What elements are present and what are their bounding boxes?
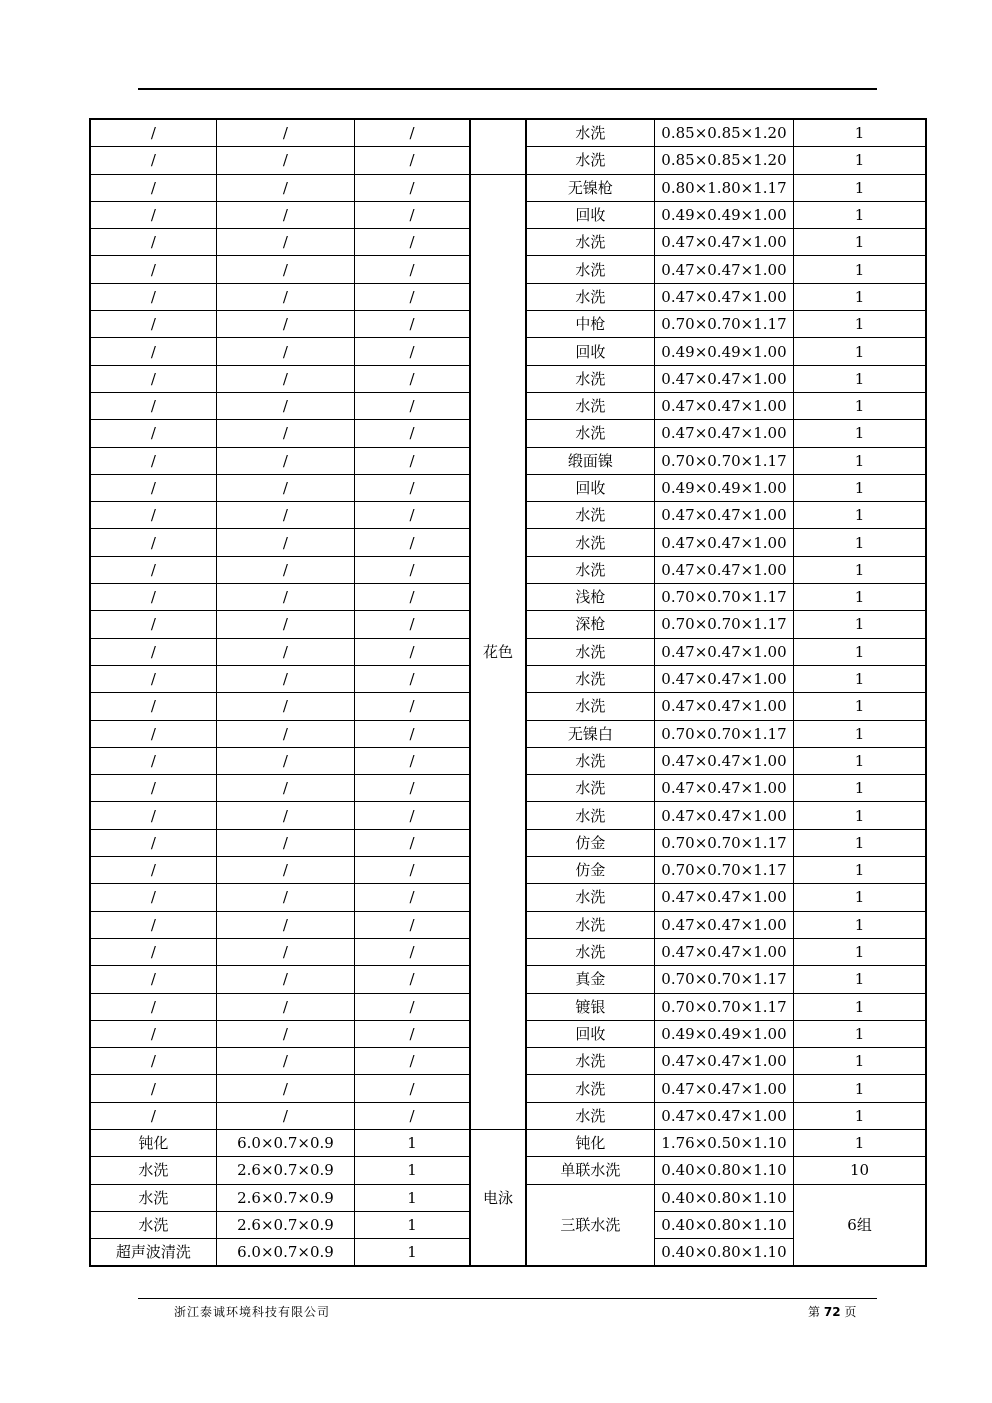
cell-new-process: 水洗 [526,884,654,911]
cell-old-size: / [216,857,354,884]
cell-old-size: / [216,638,354,665]
cell-old-process: / [90,1020,216,1047]
cell-new-qty: 1 [794,720,926,747]
cell-new-size: 0.47×0.47×1.00 [654,1075,793,1102]
cell-old-process: / [90,938,216,965]
cell-old-qty: / [355,1048,470,1075]
cell-old-process: / [90,1102,216,1129]
cell-new-process: 水洗 [526,747,654,774]
cell-new-size: 0.47×0.47×1.00 [654,420,793,447]
cell-new-process: 镀银 [526,993,654,1020]
cell-new-process: 水洗 [526,147,654,174]
cell-new-process: 回收 [526,474,654,501]
cell-new-process: 回收 [526,338,654,365]
cell-old-qty: / [355,338,470,365]
cell-new-size: 0.85×0.85×1.20 [654,147,793,174]
cell-new-qty: 1 [794,256,926,283]
cell-new-qty: 1 [794,938,926,965]
cell-old-qty: / [355,1102,470,1129]
cell-new-size: 0.70×0.70×1.17 [654,611,793,638]
cell-old-size: 2.6×0.7×0.9 [216,1211,354,1238]
cell-old-qty: 1 [355,1239,470,1267]
cell-new-qty: 1 [794,474,926,501]
cell-old-process: 水洗 [90,1211,216,1238]
cell-old-size: / [216,829,354,856]
cell-new-process: 仿金 [526,829,654,856]
cell-new-size: 0.70×0.70×1.17 [654,829,793,856]
cell-old-process: / [90,1075,216,1102]
cell-new-qty: 1 [794,365,926,392]
cell-new-qty: 1 [794,283,926,310]
cell-old-qty: / [355,283,470,310]
cell-old-qty: / [355,502,470,529]
cell-old-qty: / [355,911,470,938]
cell-old-qty: / [355,829,470,856]
cell-new-qty: 1 [794,911,926,938]
cell-old-process: / [90,447,216,474]
cell-new-qty: 1 [794,1075,926,1102]
cell-new-size: 0.47×0.47×1.00 [654,775,793,802]
cell-old-process: / [90,529,216,556]
cell-old-process: / [90,584,216,611]
cell-new-size: 0.70×0.70×1.17 [654,447,793,474]
cell-old-size: / [216,665,354,692]
cell-old-qty: / [355,474,470,501]
cell-old-process: / [90,256,216,283]
cell-old-process: / [90,283,216,310]
cell-old-process: / [90,720,216,747]
cell-new-qty: 10 [794,1157,926,1184]
cell-old-size: / [216,392,354,419]
cell-old-qty: / [355,392,470,419]
cell-old-qty: / [355,174,470,201]
cell-new-process: 单联水洗 [526,1157,654,1184]
cell-new-qty: 1 [794,857,926,884]
cell-new-qty: 1 [794,884,926,911]
cell-old-process: / [90,119,216,147]
cell-new-size: 0.47×0.47×1.00 [654,529,793,556]
cell-new-process: 水洗 [526,1075,654,1102]
cell-old-qty: / [355,775,470,802]
cell-new-size: 0.49×0.49×1.00 [654,474,793,501]
cell-new-size: 0.47×0.47×1.00 [654,802,793,829]
cell-old-size: / [216,420,354,447]
cell-old-size: / [216,229,354,256]
cell-old-qty: / [355,638,470,665]
cell-old-process: / [90,502,216,529]
cell-old-qty: / [355,201,470,228]
cell-old-process: / [90,1048,216,1075]
cell-new-size: 0.70×0.70×1.17 [654,966,793,993]
header-rule [138,88,877,90]
cell-old-size: / [216,474,354,501]
cell-old-process: 水洗 [90,1184,216,1211]
cell-new-process: 无镍枪 [526,174,654,201]
cell-old-qty: / [355,119,470,147]
cell-old-size: 2.6×0.7×0.9 [216,1184,354,1211]
cell-old-process: / [90,802,216,829]
cell-old-size: / [216,311,354,338]
cell-new-size: 0.40×0.80×1.10 [654,1184,793,1211]
group-cell-huase: 花色 [470,174,526,1129]
cell-new-qty: 1 [794,1048,926,1075]
cell-old-qty: / [355,556,470,583]
cell-new-size: 0.47×0.47×1.00 [654,229,793,256]
cell-new-size: 0.70×0.70×1.17 [654,993,793,1020]
cell-new-process: 水洗 [526,1102,654,1129]
cell-old-qty: 1 [355,1184,470,1211]
cell-new-process: 水洗 [526,556,654,583]
cell-old-qty: 1 [355,1157,470,1184]
cell-new-process: 深枪 [526,611,654,638]
cell-old-qty: / [355,1020,470,1047]
cell-new-process: 水洗 [526,420,654,447]
cell-new-size: 0.47×0.47×1.00 [654,884,793,911]
cell-new-process: 水洗 [526,938,654,965]
cell-old-qty: / [355,611,470,638]
cell-new-size: 0.40×0.80×1.10 [654,1157,793,1184]
cell-new-qty: 1 [794,829,926,856]
cell-old-process: 钝化 [90,1129,216,1156]
cell-old-qty: / [355,584,470,611]
cell-old-qty: / [355,365,470,392]
cell-old-process: / [90,747,216,774]
cell-old-qty: / [355,693,470,720]
cell-new-qty: 1 [794,993,926,1020]
cell-old-size: / [216,747,354,774]
cell-old-size: / [216,938,354,965]
cell-new-size: 0.47×0.47×1.00 [654,283,793,310]
cell-old-size: / [216,283,354,310]
cell-new-process: 真金 [526,966,654,993]
cell-new-process: 水洗 [526,256,654,283]
cell-old-size: / [216,119,354,147]
cell-new-size: 0.40×0.80×1.10 [654,1239,793,1267]
cell-old-process: / [90,829,216,856]
cell-new-qty: 1 [794,638,926,665]
cell-old-qty: 1 [355,1211,470,1238]
cell-old-size: 6.0×0.7×0.9 [216,1239,354,1267]
cell-old-size: / [216,256,354,283]
cell-old-process: / [90,857,216,884]
cell-old-size: / [216,1102,354,1129]
cell-old-qty: / [355,420,470,447]
cell-new-process: 水洗 [526,529,654,556]
cell-new-size: 0.49×0.49×1.00 [654,1020,793,1047]
cell-new-size: 0.47×0.47×1.00 [654,365,793,392]
cell-old-process: / [90,966,216,993]
equipment-table [89,118,927,1267]
cell-old-qty: / [355,229,470,256]
cell-old-process: / [90,474,216,501]
cell-new-qty: 1 [794,529,926,556]
cell-new-qty: 1 [794,966,926,993]
cell-old-process: / [90,693,216,720]
cell-new-qty: 1 [794,775,926,802]
cell-new-process: 水洗 [526,693,654,720]
cell-new-qty: 1 [794,201,926,228]
cell-old-size: / [216,174,354,201]
cell-new-process: 水洗 [526,392,654,419]
cell-new-size: 0.40×0.80×1.10 [654,1211,793,1238]
cell-old-qty: / [355,529,470,556]
cell-old-size: / [216,966,354,993]
cell-new-process: 水洗 [526,502,654,529]
cell-old-process: / [90,311,216,338]
cell-new-size: 0.47×0.47×1.00 [654,256,793,283]
cell-new-process: 水洗 [526,665,654,692]
cell-new-size: 1.76×0.50×1.10 [654,1129,793,1156]
cell-old-size: / [216,1020,354,1047]
cell-new-size: 0.49×0.49×1.00 [654,338,793,365]
cell-new-process: 水洗 [526,1048,654,1075]
cell-new-process: 水洗 [526,775,654,802]
cell-new-qty: 1 [794,802,926,829]
footer-rule [138,1298,877,1299]
cell-old-size: / [216,447,354,474]
cell-new-qty: 1 [794,392,926,419]
cell-old-size: / [216,338,354,365]
cell-old-size: / [216,365,354,392]
cell-old-process: / [90,147,216,174]
cell-new-qty: 1 [794,420,926,447]
cell-old-process: / [90,338,216,365]
cell-old-process: / [90,556,216,583]
cell-old-size: / [216,201,354,228]
cell-old-process: / [90,174,216,201]
cell-new-qty: 1 [794,611,926,638]
cell-old-size: / [216,693,354,720]
cell-new-qty: 1 [794,556,926,583]
cell-new-size: 0.47×0.47×1.00 [654,556,793,583]
cell-new-qty: 1 [794,147,926,174]
cell-old-qty: / [355,857,470,884]
cell-new-process: 水洗 [526,229,654,256]
cell-old-qty: / [355,938,470,965]
cell-old-size: / [216,611,354,638]
table-row [90,174,926,201]
cell-old-size: / [216,502,354,529]
cell-old-size: / [216,529,354,556]
cell-new-size: 0.47×0.47×1.00 [654,1102,793,1129]
cell-old-qty: / [355,993,470,1020]
cell-new-qty: 1 [794,693,926,720]
cell-new-size: 0.47×0.47×1.00 [654,665,793,692]
cell-old-size: / [216,556,354,583]
cell-new-qty: 1 [794,174,926,201]
cell-new-size: 0.47×0.47×1.00 [654,938,793,965]
cell-old-process: / [90,638,216,665]
cell-new-process: 无镍白 [526,720,654,747]
cell-new-size: 0.70×0.70×1.17 [654,720,793,747]
cell-old-process: / [90,911,216,938]
cell-old-qty: 1 [355,1129,470,1156]
cell-new-size: 0.47×0.47×1.00 [654,502,793,529]
cell-old-process: / [90,392,216,419]
cell-old-qty: / [355,720,470,747]
cell-new-process: 回收 [526,1020,654,1047]
cell-new-process: 水洗 [526,911,654,938]
cell-new-process: 钝化 [526,1129,654,1156]
cell-new-size: 0.47×0.47×1.00 [654,747,793,774]
cell-new-size: 0.70×0.70×1.17 [654,857,793,884]
cell-old-qty: / [355,802,470,829]
cell-old-size: / [216,911,354,938]
cell-old-size: / [216,720,354,747]
cell-new-size: 0.47×0.47×1.00 [654,911,793,938]
cell-new-process: 缎面镍 [526,447,654,474]
cell-triple-qty: 6组 [794,1184,926,1266]
cell-new-qty: 1 [794,447,926,474]
footer-company: 浙江泰诚环境科技有限公司 [174,1305,331,1319]
cell-old-size: / [216,775,354,802]
cell-new-qty: 1 [794,229,926,256]
cell-old-qty: / [355,1075,470,1102]
cell-new-size: 0.47×0.47×1.00 [654,693,793,720]
group-cell-dianyong: 电泳 [470,1129,526,1266]
cell-new-process: 中枪 [526,311,654,338]
cell-old-size: / [216,884,354,911]
cell-new-qty: 1 [794,338,926,365]
cell-new-qty: 1 [794,747,926,774]
cell-new-qty: 1 [794,1129,926,1156]
cell-new-qty: 1 [794,502,926,529]
cell-old-process: / [90,365,216,392]
table-row [90,1129,926,1156]
group-cell [470,119,526,174]
cell-new-process: 水洗 [526,119,654,147]
cell-old-size: / [216,584,354,611]
cell-old-qty: / [355,147,470,174]
cell-new-process: 浅枪 [526,584,654,611]
cell-new-process: 水洗 [526,638,654,665]
cell-old-qty: / [355,256,470,283]
cell-new-size: 0.47×0.47×1.00 [654,1048,793,1075]
cell-old-process: / [90,201,216,228]
cell-new-qty: 1 [794,1102,926,1129]
cell-new-size: 0.85×0.85×1.20 [654,119,793,147]
cell-old-process: / [90,611,216,638]
cell-old-qty: / [355,884,470,911]
cell-old-qty: / [355,447,470,474]
cell-new-size: 0.70×0.70×1.17 [654,584,793,611]
cell-old-process: / [90,420,216,447]
cell-new-size: 0.47×0.47×1.00 [654,638,793,665]
cell-new-process: 水洗 [526,802,654,829]
cell-old-size: 6.0×0.7×0.9 [216,1129,354,1156]
cell-old-qty: / [355,311,470,338]
cell-old-qty: / [355,665,470,692]
cell-new-qty: 1 [794,311,926,338]
cell-old-size: / [216,802,354,829]
cell-new-qty: 1 [794,1020,926,1047]
footer-page-number: 第 72 页 [808,1305,857,1319]
cell-old-process: 水洗 [90,1157,216,1184]
cell-old-size: / [216,147,354,174]
cell-new-size: 0.70×0.70×1.17 [654,311,793,338]
cell-old-size: / [216,993,354,1020]
cell-new-qty: 1 [794,665,926,692]
cell-triple-process: 三联水洗 [526,1184,654,1266]
cell-new-size: 0.49×0.49×1.00 [654,201,793,228]
cell-new-qty: 1 [794,119,926,147]
cell-old-process: / [90,884,216,911]
cell-old-process: 超声波清洗 [90,1239,216,1267]
cell-new-process: 仿金 [526,857,654,884]
table-row [90,119,926,147]
cell-old-process: / [90,993,216,1020]
cell-old-qty: / [355,747,470,774]
cell-new-qty: 1 [794,584,926,611]
cell-old-qty: / [355,966,470,993]
cell-old-size: / [216,1075,354,1102]
cell-old-size: 2.6×0.7×0.9 [216,1157,354,1184]
cell-old-process: / [90,229,216,256]
cell-new-size: 0.80×1.80×1.17 [654,174,793,201]
cell-new-process: 水洗 [526,283,654,310]
cell-old-size: / [216,1048,354,1075]
cell-new-process: 水洗 [526,365,654,392]
cell-new-size: 0.47×0.47×1.00 [654,392,793,419]
cell-old-process: / [90,665,216,692]
cell-new-process: 回收 [526,201,654,228]
cell-old-process: / [90,775,216,802]
